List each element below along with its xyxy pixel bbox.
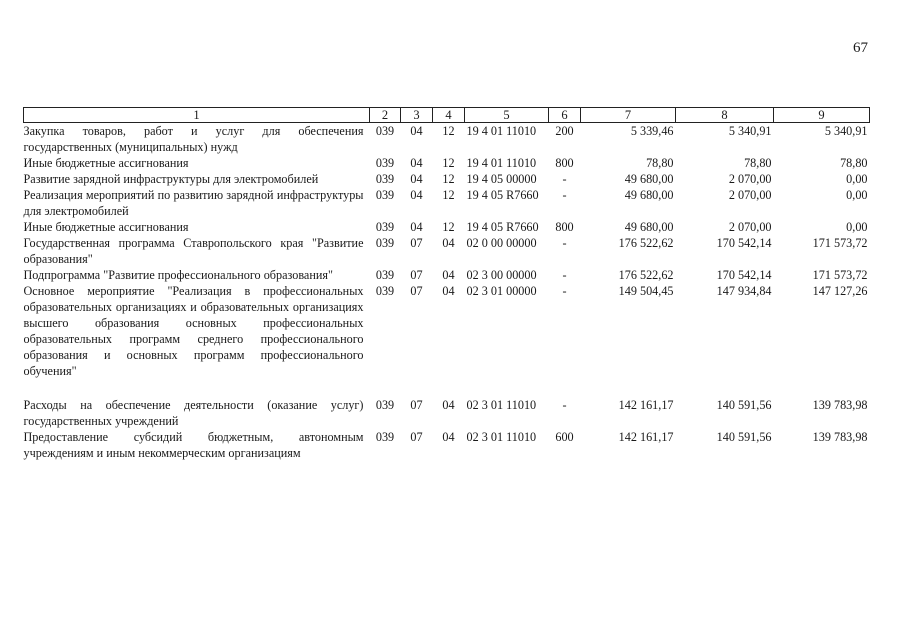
row-rz: 07 [410, 398, 423, 412]
row-pr: 04 [442, 268, 455, 282]
row-ved: 039 [375, 124, 395, 138]
table-row [24, 171, 870, 187]
row-name: Государственная программа Ставропольского края "Развитие образования" [23, 236, 364, 266]
row-year1: 78,80 [646, 156, 674, 170]
table-row [24, 283, 870, 379]
column-header: 4 [433, 108, 465, 123]
row-ved: 039 [375, 268, 395, 282]
row-ved: 039 [375, 398, 395, 412]
row-name: Иные бюджетные ассигнования [23, 220, 189, 234]
row-name: Закупка товаров, работ и услуг для обеспечения государственных (муниципальных) нужд [23, 124, 364, 154]
row-year3: 139 783,98 [812, 430, 868, 444]
row-pr: 04 [442, 430, 455, 444]
row-ved: 039 [375, 236, 395, 250]
row-ved: 039 [375, 172, 395, 186]
column-header: 9 [774, 108, 870, 123]
row-vr: - [562, 236, 567, 250]
row-year3: 78,80 [840, 156, 868, 170]
table-row [24, 429, 870, 461]
table-row [24, 267, 870, 283]
row-csr: 19 4 05 00000 [466, 172, 537, 186]
row-vr: 800 [555, 156, 574, 170]
row-year1: 142 161,17 [618, 398, 674, 412]
row-name: Иные бюджетные ассигнования [23, 156, 189, 170]
row-year2: 2 070,00 [728, 220, 772, 234]
row-year1: 176 522,62 [618, 236, 674, 250]
row-year3: 139 783,98 [812, 398, 868, 412]
table-row [24, 219, 870, 235]
table-row [24, 155, 870, 171]
row-year3: 5 340,91 [824, 124, 868, 138]
header-row [24, 108, 870, 123]
row-year1: 49 680,00 [624, 220, 674, 234]
column-header: 5 [465, 108, 549, 123]
row-ved: 039 [375, 430, 395, 444]
budget-table [23, 107, 870, 461]
row-year2: 5 340,91 [728, 124, 772, 138]
column-header: 2 [370, 108, 401, 123]
row-year3: 147 127,26 [812, 284, 868, 298]
column-header: 6 [549, 108, 581, 123]
row-csr: 02 3 01 11010 [466, 398, 537, 412]
row-csr: 02 0 00 00000 [466, 236, 537, 250]
row-year1: 176 522,62 [618, 268, 674, 282]
row-vr: - [562, 188, 567, 202]
row-rz: 07 [410, 430, 423, 444]
row-csr: 02 3 01 00000 [466, 284, 537, 298]
column-header: 7 [581, 108, 676, 123]
row-year2: 2 070,00 [728, 172, 772, 186]
row-rz: 07 [410, 268, 423, 282]
row-rz: 04 [410, 172, 423, 186]
row-year2: 170 542,14 [716, 268, 772, 282]
page-number: 67 [853, 40, 868, 56]
row-csr: 19 4 05 R7660 [466, 220, 539, 234]
spacer-cell [24, 379, 870, 397]
row-ved: 039 [375, 188, 395, 202]
row-year1: 49 680,00 [624, 172, 674, 186]
row-pr: 12 [442, 188, 455, 202]
row-ved: 039 [375, 284, 395, 298]
row-rz: 04 [410, 124, 423, 138]
row-csr: 19 4 01 11010 [466, 124, 537, 138]
row-rz: 04 [410, 188, 423, 202]
row-year1: 142 161,17 [618, 430, 674, 444]
column-header: 8 [676, 108, 774, 123]
row-name: Реализация мероприятий по развитию зарядной инфраструктуры для электромобилей [23, 188, 364, 218]
row-csr: 02 3 01 11010 [466, 430, 537, 444]
row-vr: 600 [555, 430, 574, 444]
row-name: Расходы на обеспечение деятельности (оказание услуг) государственных учреждений [23, 398, 364, 428]
row-vr: - [562, 284, 567, 298]
row-pr: 04 [442, 236, 455, 250]
row-vr: - [562, 268, 567, 282]
table-row [24, 187, 870, 219]
row-year3: 171 573,72 [812, 236, 868, 250]
row-year2: 147 934,84 [716, 284, 772, 298]
row-csr: 19 4 05 R7660 [466, 188, 539, 202]
row-name: Предоставление субсидий бюджетным, автономным учреждениям и иным некоммерческим организациям [23, 430, 364, 460]
table-row [24, 235, 870, 267]
row-rz: 07 [410, 284, 423, 298]
row-year3: 0,00 [846, 188, 868, 202]
row-year3: 0,00 [846, 220, 868, 234]
row-rz: 07 [410, 236, 423, 250]
column-header: 1 [24, 108, 370, 123]
row-csr: 19 4 01 11010 [466, 156, 537, 170]
row-rz: 04 [410, 220, 423, 234]
row-year3: 0,00 [846, 172, 868, 186]
table-row [24, 123, 870, 156]
row-year2: 140 591,56 [716, 398, 772, 412]
row-pr: 12 [442, 172, 455, 186]
table-row [24, 397, 870, 429]
row-ved: 039 [375, 156, 395, 170]
row-year1: 149 504,45 [618, 284, 674, 298]
row-name: Развитие зарядной инфраструктуры для электромобилей [23, 172, 319, 186]
row-pr: 04 [442, 284, 455, 298]
row-year2: 78,80 [744, 156, 772, 170]
row-name: Основное мероприятие "Реализация в профессиональных образовательных организациях и образовательных организациях высшего образования основных профессиональных образовательных программ среднего профессионального образования и основных программ профессионального обучения" [23, 284, 364, 378]
row-year2: 170 542,14 [716, 236, 772, 250]
row-rz: 04 [410, 156, 423, 170]
row-vr: - [562, 398, 567, 412]
row-year3: 171 573,72 [812, 268, 868, 282]
row-ved: 039 [375, 220, 395, 234]
row-pr: 12 [442, 220, 455, 234]
row-year1: 49 680,00 [624, 188, 674, 202]
row-year2: 2 070,00 [728, 188, 772, 202]
row-pr: 12 [442, 124, 455, 138]
column-header: 3 [401, 108, 433, 123]
row-vr: 800 [555, 220, 574, 234]
row-year2: 140 591,56 [716, 430, 772, 444]
row-vr: 200 [555, 124, 574, 138]
row-csr: 02 3 00 00000 [466, 268, 537, 282]
row-name: Подпрограмма "Развитие профессионального образования" [23, 268, 333, 282]
row-pr: 04 [442, 398, 455, 412]
table-spacer-row [24, 379, 870, 397]
row-vr: - [562, 172, 567, 186]
row-year1: 5 339,46 [630, 124, 674, 138]
row-pr: 12 [442, 156, 455, 170]
